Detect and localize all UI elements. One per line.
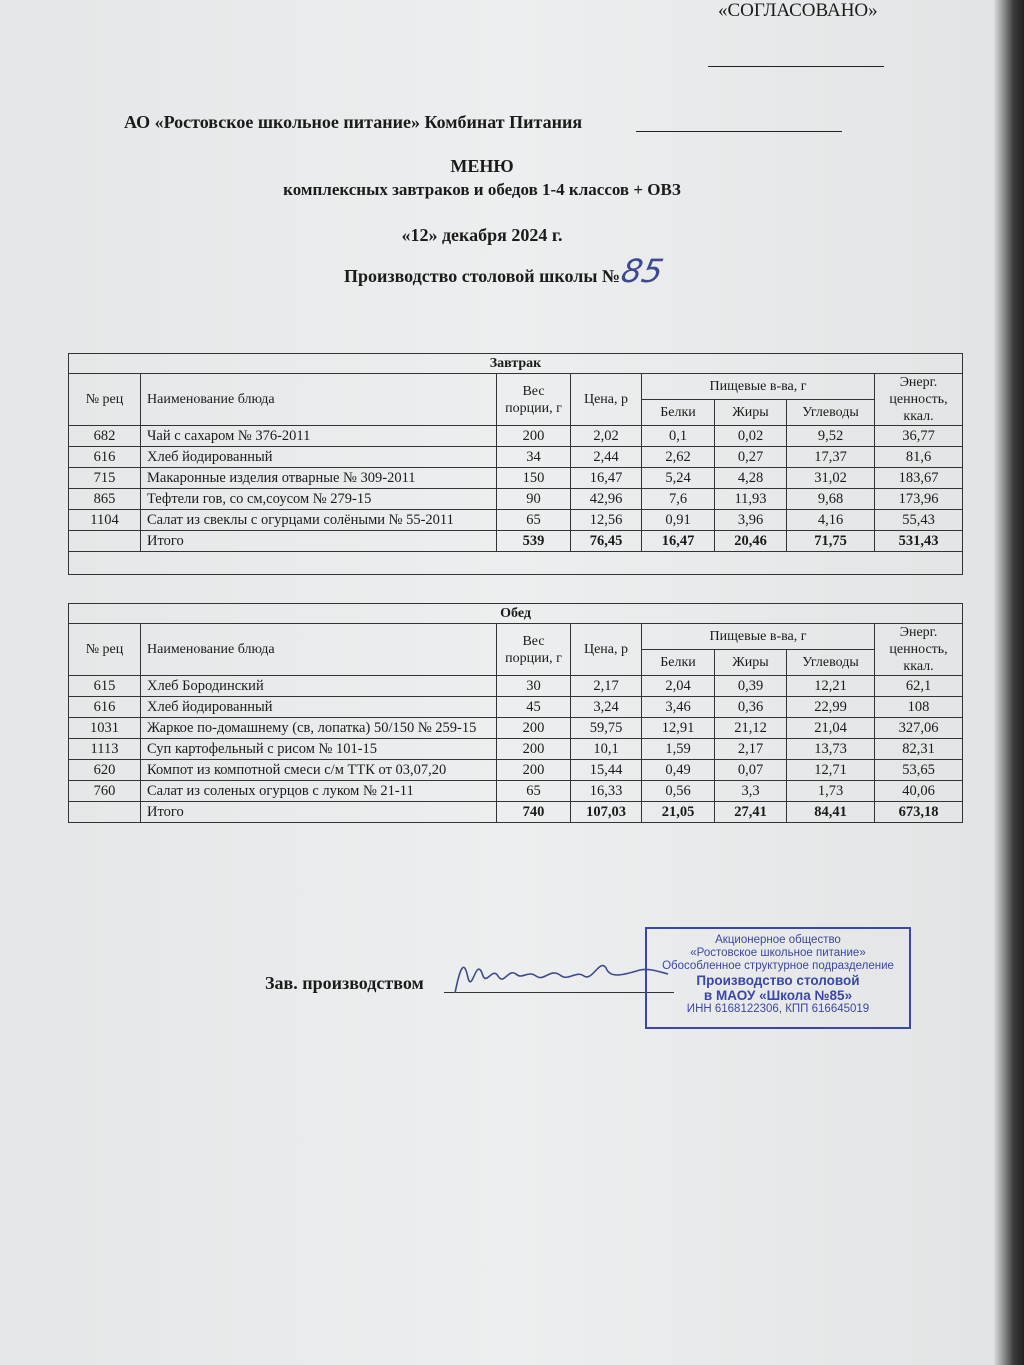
table-row (69, 447, 963, 468)
cell-price: 2,02 (571, 426, 642, 447)
cell-name: Тефтели гов, со см,соусом № 279-15 (141, 489, 497, 510)
cell-energy: 173,96 (875, 489, 963, 510)
cell-fat: 0,27 (715, 447, 787, 468)
cell-weight: 45 (497, 697, 571, 718)
total-fat: 20,46 (715, 531, 787, 552)
cell-name: Салат из соленых огурцов с луком № 21-11 (141, 781, 497, 802)
column-header-price: Цена, р (571, 374, 642, 426)
cell-rec: 1031 (69, 718, 141, 739)
cell-rec: 1104 (69, 510, 141, 531)
cell-fat: 0,07 (715, 760, 787, 781)
cell-price: 10,1 (571, 739, 642, 760)
cell-carbs: 12,21 (787, 676, 875, 697)
column-header-name: Наименование блюда (141, 374, 497, 426)
cell-name: Хлеб Бородинский (141, 676, 497, 697)
column-header-carbs: Углеводы (787, 400, 875, 426)
cell-name: Чай с сахаром № 376-2011 (141, 426, 497, 447)
cell-carbs: 1,73 (787, 781, 875, 802)
column-header-protein: Белки (642, 400, 715, 426)
cell-energy: 62,1 (875, 676, 963, 697)
menu-title: МЕНЮ (450, 156, 514, 176)
total-protein: 21,05 (642, 802, 715, 823)
column-header-energy: Энерг. ценность, ккал. (875, 374, 963, 426)
stamp-line: Производство столовой (696, 973, 860, 988)
table-row (69, 510, 963, 531)
table-row (69, 697, 963, 718)
menu-date: «12» декабря 2024 г. (401, 225, 563, 245)
cell-fat: 0,36 (715, 697, 787, 718)
total-energy: 673,18 (875, 802, 963, 823)
cell-fat: 2,17 (715, 739, 787, 760)
cell-rec: 616 (69, 697, 141, 718)
cell-fat: 11,93 (715, 489, 787, 510)
section-title: Завтрак (69, 354, 963, 374)
total-carbs: 84,41 (787, 802, 875, 823)
stamp-line: Акционерное общество (715, 934, 841, 946)
cell-rec: 682 (69, 426, 141, 447)
total-row (69, 802, 963, 823)
stamp-line: «Ростовское школьное питание» (690, 947, 866, 959)
cell-fat: 4,28 (715, 468, 787, 489)
column-header-weight: Вес порции, г (497, 374, 571, 426)
cell-weight: 65 (497, 510, 571, 531)
cell-energy: 82,31 (875, 739, 963, 760)
cell-energy: 183,67 (875, 468, 963, 489)
cell-protein: 0,1 (642, 426, 715, 447)
cell-rec: 865 (69, 489, 141, 510)
cell-protein: 7,6 (642, 489, 715, 510)
total-carbs: 71,75 (787, 531, 875, 552)
column-header-nutrients: Пищевые в-ва, г (642, 624, 875, 650)
cell-name: Салат из свеклы с огурцами солёными № 55-2011 (141, 510, 497, 531)
cell-weight: 200 (497, 760, 571, 781)
cell-rec: 615 (69, 676, 141, 697)
cell-price: 16,47 (571, 468, 642, 489)
cell-carbs: 31,02 (787, 468, 875, 489)
handwritten-signature (450, 948, 670, 998)
cell-name: Жаркое по-домашнему (св, лопатка) 50/150 № 259-15 (141, 718, 497, 739)
cell-carbs: 4,16 (787, 510, 875, 531)
cell-weight: 200 (497, 426, 571, 447)
cell-energy: 53,65 (875, 760, 963, 781)
cell-carbs: 13,73 (787, 739, 875, 760)
organization-stamp (645, 927, 911, 1029)
table-row (69, 739, 963, 760)
total-weight: 740 (497, 802, 571, 823)
total-row (69, 531, 963, 552)
cell-fat: 0,02 (715, 426, 787, 447)
cell-energy: 108 (875, 697, 963, 718)
handwritten-school-number: 85 (617, 252, 667, 290)
cell-name: Компот из компотной смеси с/м ТТК от 03,07,20 (141, 760, 497, 781)
cell-price: 42,96 (571, 489, 642, 510)
organization-signature-line (636, 131, 842, 132)
cell-price: 2,17 (571, 676, 642, 697)
table-row (69, 760, 963, 781)
table-row (69, 489, 963, 510)
column-header-nutrients: Пищевые в-ва, г (642, 374, 875, 400)
total-fat: 27,41 (715, 802, 787, 823)
cell-weight: 34 (497, 447, 571, 468)
column-header-name: Наименование блюда (141, 624, 497, 676)
cell-carbs: 12,71 (787, 760, 875, 781)
total-name: Итого (141, 802, 497, 823)
header-row (69, 624, 963, 650)
total-weight: 539 (497, 531, 571, 552)
total-price: 76,45 (571, 531, 642, 552)
cell-name: Хлеб йодированный (141, 697, 497, 718)
cell-carbs: 9,52 (787, 426, 875, 447)
table-row (69, 718, 963, 739)
production-label: Производство столовой школы № (343, 266, 621, 286)
cell-protein: 0,91 (642, 510, 715, 531)
cell-weight: 150 (497, 468, 571, 489)
organization-name: АО «Ростовское школьное питание» Комбинат Питания (124, 112, 583, 132)
cell-energy: 40,06 (875, 781, 963, 802)
stamp-line: ИНН 6168122306, КПП 616645019 (686, 1003, 870, 1015)
cell-protein: 2,62 (642, 447, 715, 468)
menu-subtitle: комплексных завтраков и обедов 1-4 классов + ОВЗ (283, 180, 681, 199)
cell-carbs: 22,99 (787, 697, 875, 718)
cell-energy: 55,43 (875, 510, 963, 531)
cell-rec: 760 (69, 781, 141, 802)
column-header-weight: Вес порции, г (497, 624, 571, 676)
cell-name: Хлеб йодированный (141, 447, 497, 468)
table-row (69, 676, 963, 697)
column-header-energy: Энерг. ценность, ккал. (875, 624, 963, 676)
cell-price: 12,56 (571, 510, 642, 531)
column-header-fat: Жиры (715, 650, 787, 676)
lunch-table (68, 603, 963, 823)
column-header-rec: № рец (69, 374, 141, 426)
column-header-carbs: Углеводы (787, 650, 875, 676)
total-price: 107,03 (571, 802, 642, 823)
spacer-row (69, 552, 963, 575)
agreed-heading: «СОГЛАСОВАНО» (718, 0, 878, 21)
cell-protein: 12,91 (642, 718, 715, 739)
cell-weight: 65 (497, 781, 571, 802)
total-rec (69, 531, 141, 552)
cell-weight: 200 (497, 739, 571, 760)
stamp-line: Обособленное структурное подразделение (662, 960, 894, 972)
cell-price: 15,44 (571, 760, 642, 781)
cell-protein: 0,56 (642, 781, 715, 802)
column-header-fat: Жиры (715, 400, 787, 426)
cell-rec: 1113 (69, 739, 141, 760)
cell-protein: 0,49 (642, 760, 715, 781)
cell-name: Макаронные изделия отварные № 309-2011 (141, 468, 497, 489)
cell-price: 16,33 (571, 781, 642, 802)
table-row (69, 468, 963, 489)
total-energy: 531,43 (875, 531, 963, 552)
cell-protein: 3,46 (642, 697, 715, 718)
cell-protein: 1,59 (642, 739, 715, 760)
cell-rec: 616 (69, 447, 141, 468)
cell-fat: 3,96 (715, 510, 787, 531)
total-protein: 16,47 (642, 531, 715, 552)
signature-label: Зав. производством (265, 973, 424, 993)
cell-carbs: 17,37 (787, 447, 875, 468)
section-title: Обед (69, 604, 963, 624)
cell-energy: 327,06 (875, 718, 963, 739)
breakfast-table (68, 353, 963, 575)
cell-weight: 200 (497, 718, 571, 739)
cell-energy: 81,6 (875, 447, 963, 468)
cell-weight: 90 (497, 489, 571, 510)
cell-fat: 21,12 (715, 718, 787, 739)
header-row (69, 374, 963, 400)
total-rec (69, 802, 141, 823)
cell-rec: 620 (69, 760, 141, 781)
stamp-line: в МАОУ «Школа №85» (703, 988, 853, 1003)
cell-rec: 715 (69, 468, 141, 489)
cell-name: Суп картофельный с рисом № 101-15 (141, 739, 497, 760)
cell-price: 3,24 (571, 697, 642, 718)
cell-protein: 2,04 (642, 676, 715, 697)
cell-price: 2,44 (571, 447, 642, 468)
column-header-protein: Белки (642, 650, 715, 676)
cell-weight: 30 (497, 676, 571, 697)
table-row (69, 426, 963, 447)
column-header-price: Цена, р (571, 624, 642, 676)
column-header-rec: № рец (69, 624, 141, 676)
cell-energy: 36,77 (875, 426, 963, 447)
cell-price: 59,75 (571, 718, 642, 739)
cell-fat: 3,3 (715, 781, 787, 802)
cell-carbs: 21,04 (787, 718, 875, 739)
cell-protein: 5,24 (642, 468, 715, 489)
agreed-signature-line (708, 66, 884, 67)
cell-fat: 0,39 (715, 676, 787, 697)
table-row (69, 781, 963, 802)
total-name: Итого (141, 531, 497, 552)
cell-carbs: 9,68 (787, 489, 875, 510)
